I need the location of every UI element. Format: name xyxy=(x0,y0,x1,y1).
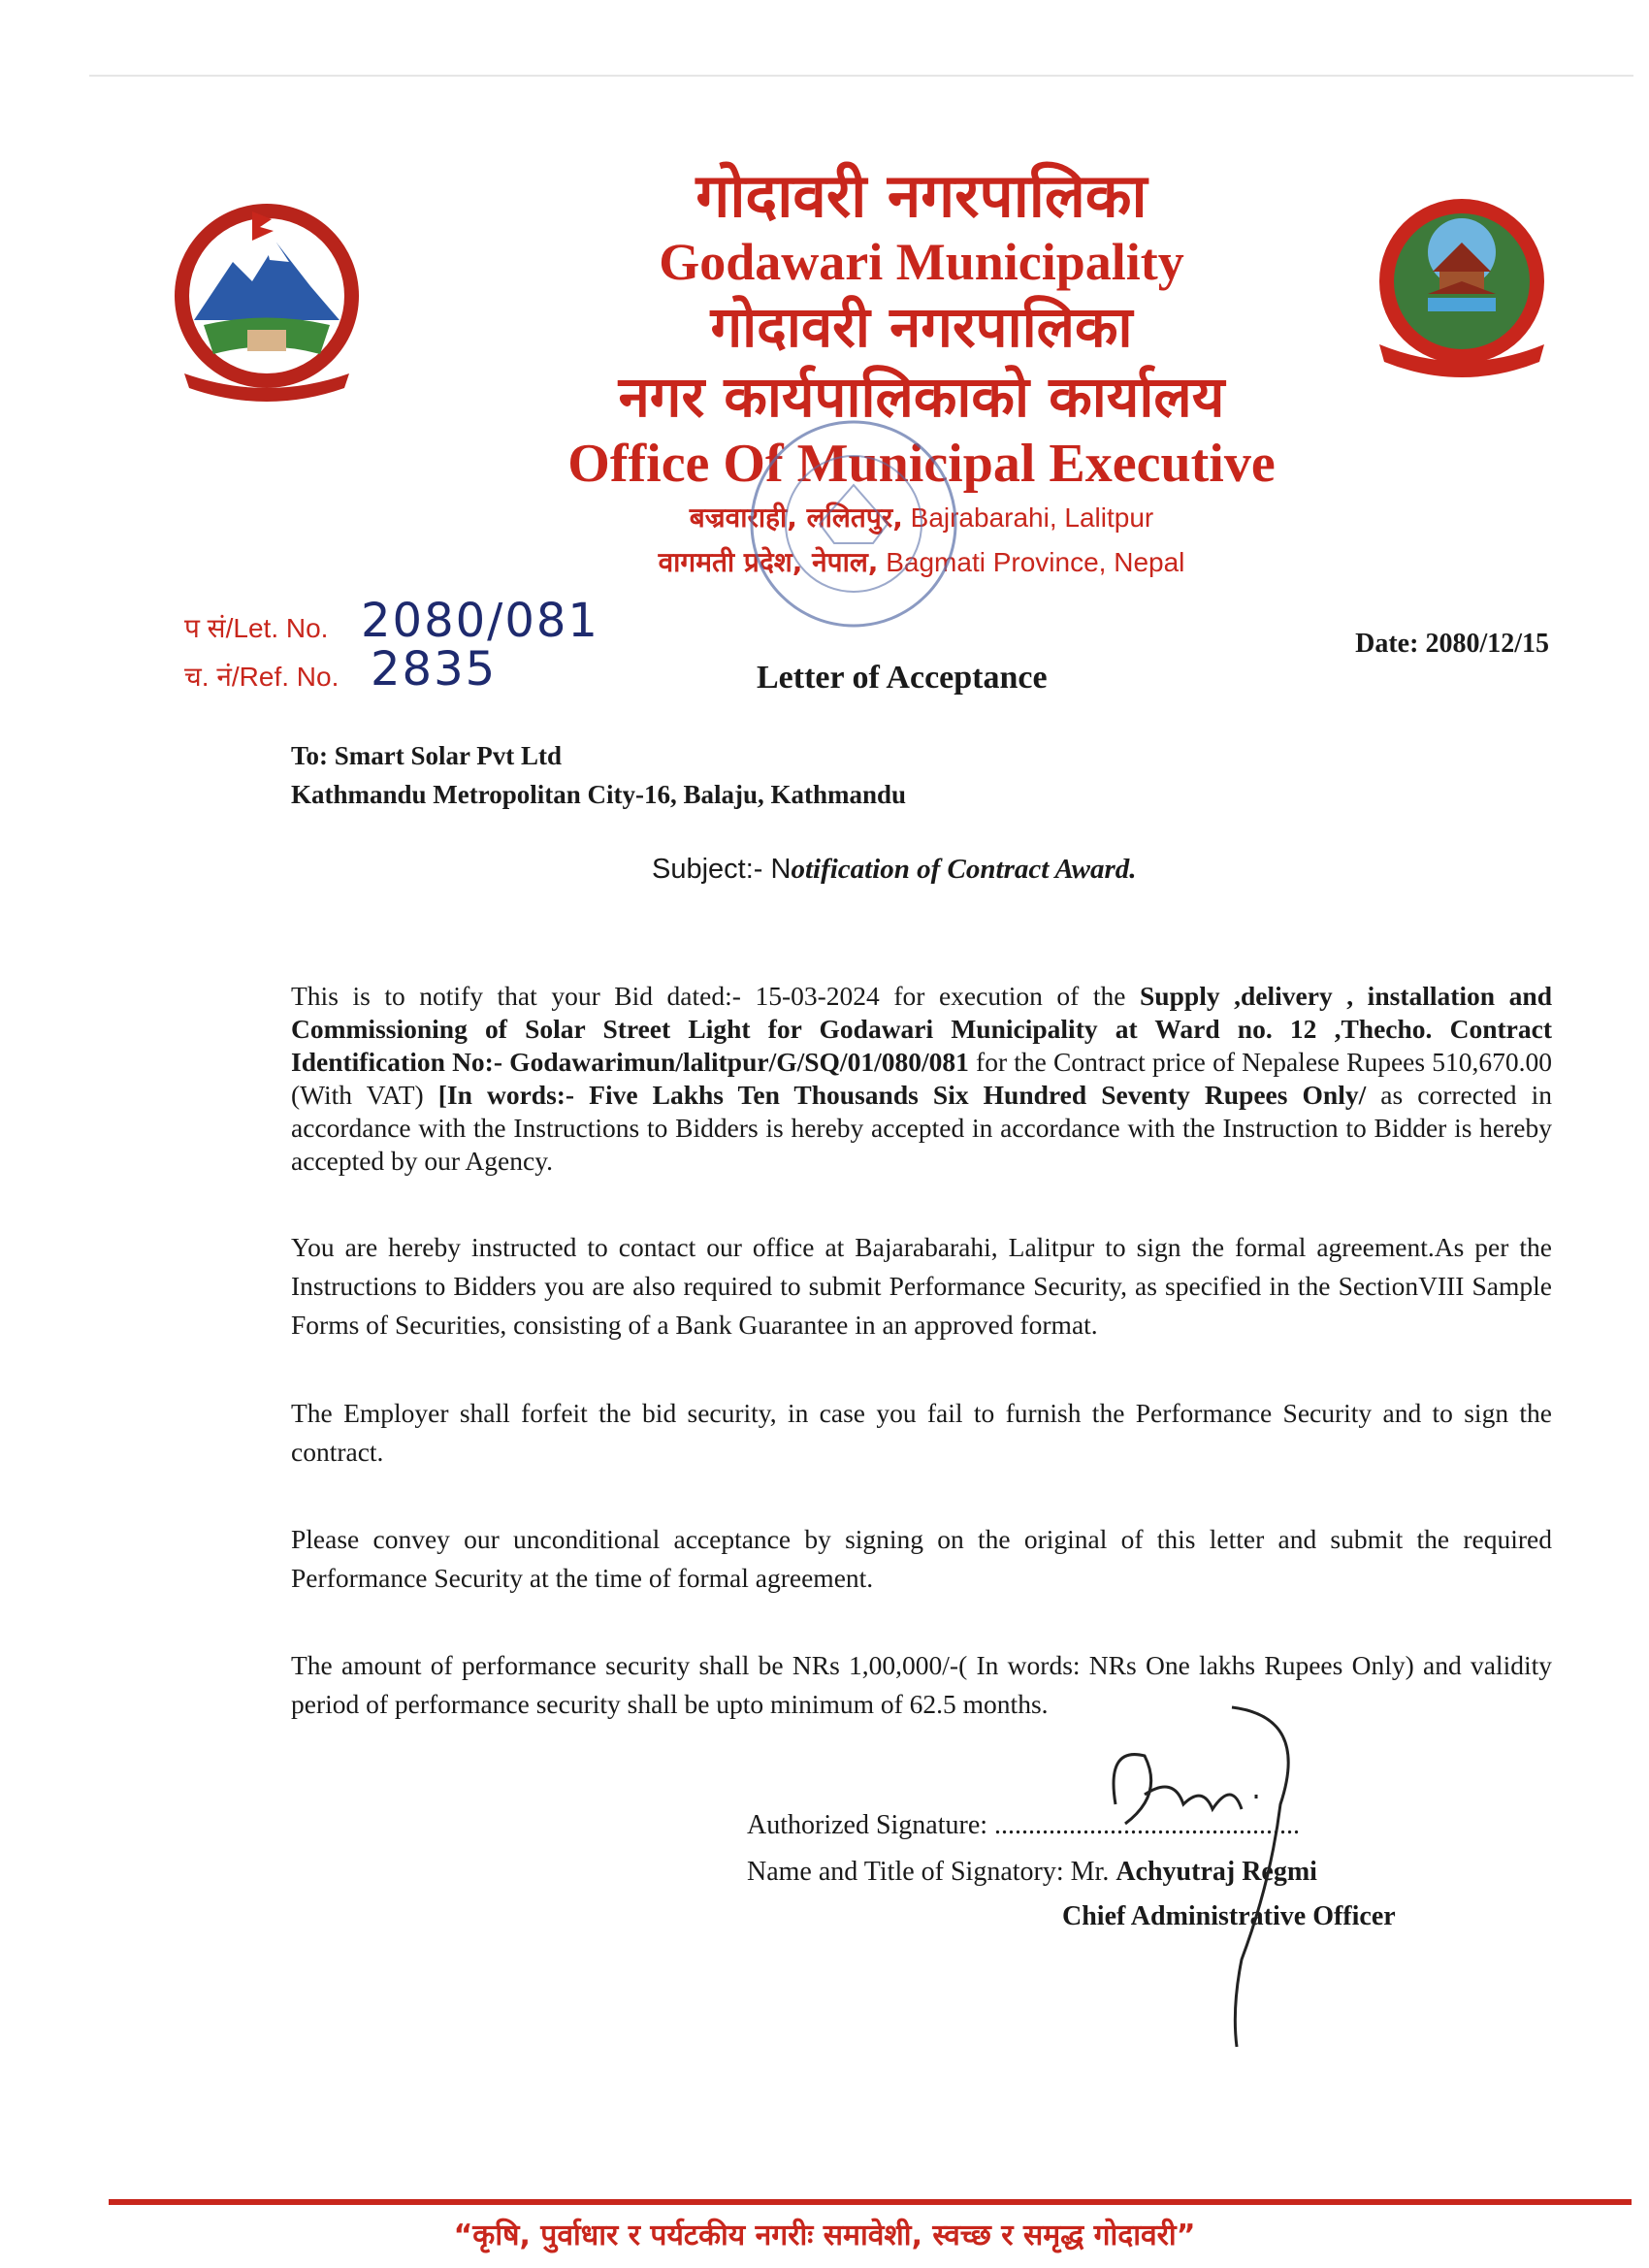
letter-number-label: प सं/Let. No. xyxy=(184,613,329,643)
reference-number-label: च. नं/Ref. No. xyxy=(184,662,340,692)
footer-slogan: “कृषि, पुर्वाधार र पर्यटकीय नगरीः समावेशी, स्वच्छ र समृद्ध गोदावरी” xyxy=(453,2219,1196,2252)
office-name-nepali: नगर कार्यपालिकाको कार्यालय xyxy=(618,364,1225,430)
body-paragraph-5: The amount of performance security shall be NRs 1,00,000/-( In words: NRs One lakhs Rupees Only) and validity period of performance security shall be upto minimum of 62.5 months. xyxy=(291,1650,1552,1719)
address-line-2: वागमती प्रदेश, नेपाल, Bagmati Province, Nepal xyxy=(658,546,1185,578)
office-stamp-icon xyxy=(737,407,970,640)
letter-date: Date: 2080/12/15 xyxy=(1355,629,1549,659)
nepal-emblem-icon xyxy=(155,194,378,407)
signatory-title: Chief Administrative Officer xyxy=(1062,1901,1396,1931)
document-title: Letter of Acceptance xyxy=(757,660,1048,696)
municipality-name-nepali: गोदावरी नगरपालिका xyxy=(695,160,1148,231)
body-paragraph-3: The Employer shall forfeit the bid security, in case you fail to furnish the Performance Security and to sign the contract. xyxy=(291,1398,1552,1467)
recipient-name: To: Smart Solar Pvt Ltd xyxy=(291,741,563,770)
recipient-address: Kathmandu Metropolitan City-16, Balaju, Kathmandu xyxy=(291,780,907,809)
body-paragraph-1: This is to notify that your Bid dated:- 15-03-2024 for execution of the Supply ,delivery , installation and Commissioning of Solar Street Light for Godawari Municipality at Ward no. 12 ,Thecho. Contract Identification No:- Godawarimun/lalitpur/G/SQ/01/080/081 for the Contract price of Nepalese Rupees 510,670.00 (With VAT) [In words:- Five Lakhs Ten Thousands Six Hundred Seventy Rupees Only/ as corrected in accordance with the Instructions to Bidders is hereby accepted in accordance with the Instruction to Bidder is hereby accepted by our Agency. xyxy=(291,981,1553,1176)
reference-number-value: 2835 xyxy=(371,642,498,697)
address-line-1: बज्रवाराही, ललितपुर, Bajrabarahi, Lalitpur xyxy=(689,502,1154,534)
footer-divider xyxy=(109,2199,1632,2205)
signatory-name-line: Name and Title of Signatory: Mr. Achyutraj Regmi xyxy=(747,1857,1317,1887)
municipality-name-newari: गोदावरी नगरपालिका xyxy=(710,294,1133,360)
authorized-signature-line: Authorized Signature: ............................................. xyxy=(747,1810,1301,1840)
municipality-name-english: Godawari Municipality xyxy=(659,233,1184,291)
body-paragraph-4: Please convey our unconditional acceptance by signing on the original of this letter and submit the required Performance Security at the time of formal agreement. xyxy=(291,1524,1552,1593)
letter-number-value: 2080/081 xyxy=(361,594,599,648)
office-name-english: Office Of Municipal Executive xyxy=(567,434,1276,494)
subject-line: Subject:- Notification of Contract Award. xyxy=(652,854,1137,885)
body-paragraph-2: You are hereby instructed to contact our office at Bajarabarahi, Lalitpur to sign the formal agreement.As per the Instructions to Bidders you are also required to submit Performance Security, as specified in the SectionVIII Sample Forms of Securities, consisting of a Bank Guarantee in an approved format. xyxy=(291,1232,1552,1340)
handwritten-signature xyxy=(1086,1688,1339,2057)
top-divider xyxy=(89,75,1633,77)
